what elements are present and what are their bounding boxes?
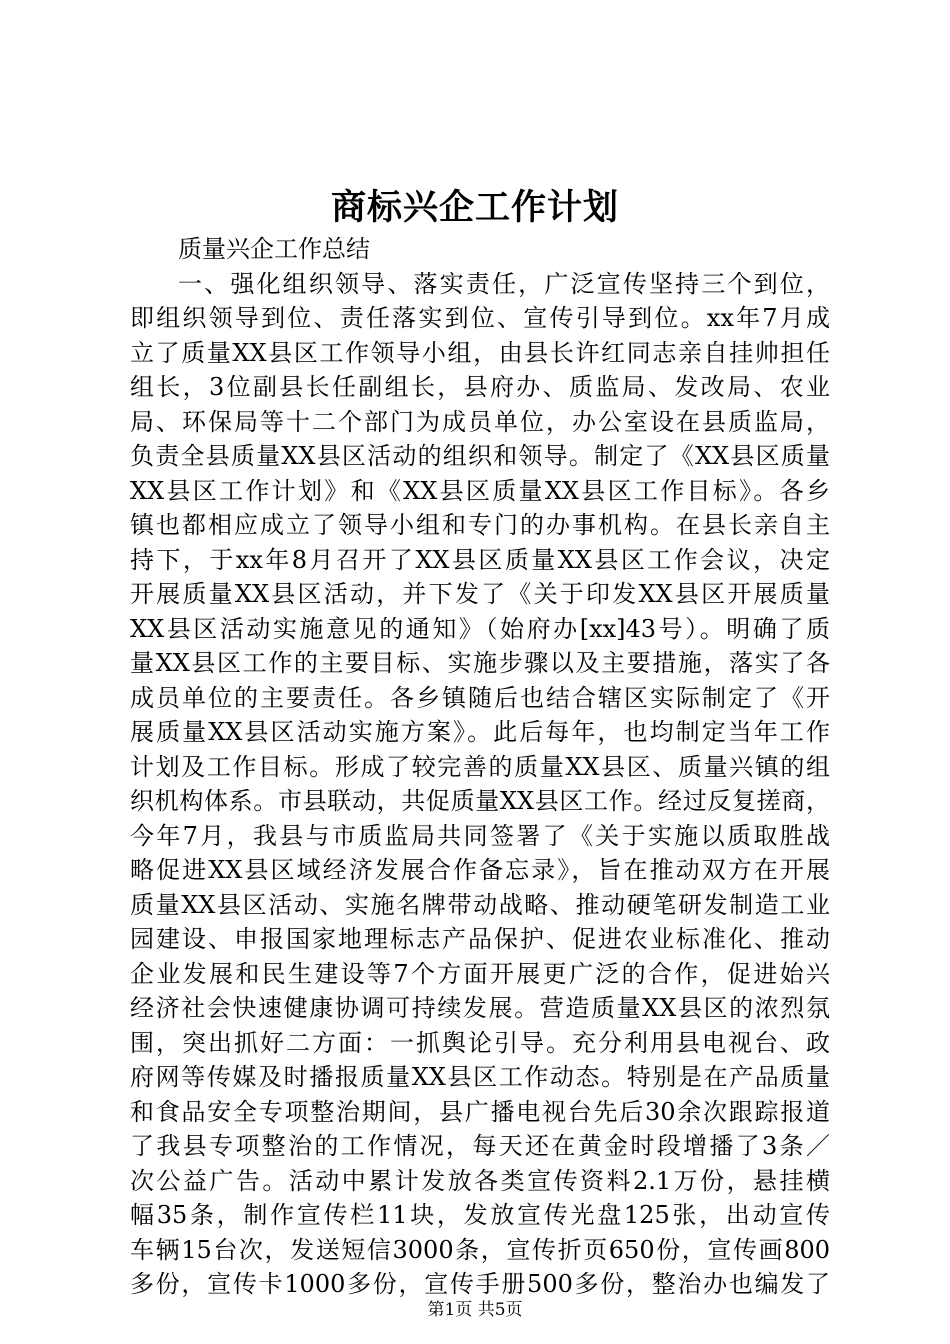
document-body [130, 232, 830, 1302]
paragraph-line: 局、环保局等十二个部门为成员单位，办公室设在县质监局， [130, 407, 830, 436]
paragraph-line: 园建设、申报国家地理标志产品保护、促进农业标准化、推动 [130, 925, 830, 953]
paragraph-line: 持下，于xx年8月召开了XX县区质量XX县区工作会议，决定 [130, 545, 830, 574]
paragraph-line: 织机构体系。市县联动，共促质量XX县区工作。经过反复搓商， [130, 787, 830, 815]
paragraph-line: 镇也都相应成立了领导小组和专门的办事机构。在县长亲自主 [130, 511, 830, 539]
paragraph-line: 企业发展和民生建设等7个方面开展更广泛的合作，促进始兴 [130, 959, 830, 988]
paragraph-line: 幅35条，制作宣传栏11块，发放宣传光盘125张，出动宣传 [130, 1201, 830, 1229]
paragraph-line: 和食品安全专项整治期间，县广播电视台先后30余次跟踪报道 [130, 1097, 830, 1126]
paragraph-line: 成员单位的主要责任。各乡镇随后也结合辖区实际制定了《开 [130, 683, 830, 712]
paragraph-line: 一、强化组织领导、落实责任，广泛宣传坚持三个到位， [178, 269, 830, 298]
paragraph-line: 立了质量XX县区工作领导小组，由县长许红同志亲自挂帅担任 [130, 338, 830, 367]
paragraph-line: 展质量XX县区活动实施方案》。此后每年，也均制定当年工作 [130, 718, 830, 746]
paragraph-line: 组长，3位副县长任副组长，县府办、质监局、发改局、农业 [130, 373, 830, 401]
paragraph-line: 略促进XX县区域经济发展合作备忘录》，旨在推动双方在开展 [130, 856, 830, 884]
paragraph-line: 了我县专项整治的工作情况，每天还在黄金时段增播了3条／ [130, 1132, 830, 1160]
paragraph-line: XX县区工作计划》和《XX县区质量XX县区工作目标》。各乡 [130, 476, 830, 505]
document-title: 商标兴企工作计划 [330, 187, 619, 228]
paragraph-line: 今年7月，我县与市质监局共同签署了《关于实施以质取胜战 [130, 821, 830, 850]
paragraph-line: 质量XX县区活动、实施名牌带动战略、推动硬笔研发制造工业 [130, 890, 830, 919]
paragraph-line: 多份，宣传卡1000多份，宣传手册500多份，整治办也编发了 [130, 1270, 830, 1298]
paragraph-line: 府网等传媒及时播报质量XX县区工作动态。特别是在产品质量 [130, 1063, 830, 1091]
paragraph-line: 围，突出抓好二方面：一抓舆论引导。充分利用县电视台、政 [130, 1028, 830, 1057]
page-footer: 第1页 共5页 [427, 1300, 523, 1320]
paragraph-line: 经济社会快速健康协调可持续发展。营造质量XX县区的浓烈氛 [130, 994, 830, 1022]
paragraph-line: 计划及工作目标。形成了较完善的质量XX县区、质量兴镇的组 [130, 752, 830, 781]
paragraph-line: 即组织领导到位、责任落实到位、宣传引导到位。xx年7月成 [130, 304, 830, 332]
paragraph-line: 负责全县质量XX县区活动的组织和领导。制定了《XX县区质量 [130, 442, 830, 470]
paragraph-line: 量XX县区工作的主要目标、实施步骤以及主要措施，落实了各 [130, 649, 830, 677]
section-heading: 质量兴企工作总结 [178, 235, 370, 263]
paragraph-line: 开展质量XX县区活动，并下发了《关于印发XX县区开展质量 [130, 580, 830, 608]
paragraph-line: 次公益广告。活动中累计发放各类宣传资料2.1万份，悬挂横 [130, 1166, 830, 1195]
paragraph-line: XX县区活动实施意见的通知》（始府办[xx]43号）。明确了质 [130, 614, 830, 643]
paragraph-line: 车辆15台次，发送短信3000条，宣传折页650份，宣传画800 [130, 1235, 830, 1264]
